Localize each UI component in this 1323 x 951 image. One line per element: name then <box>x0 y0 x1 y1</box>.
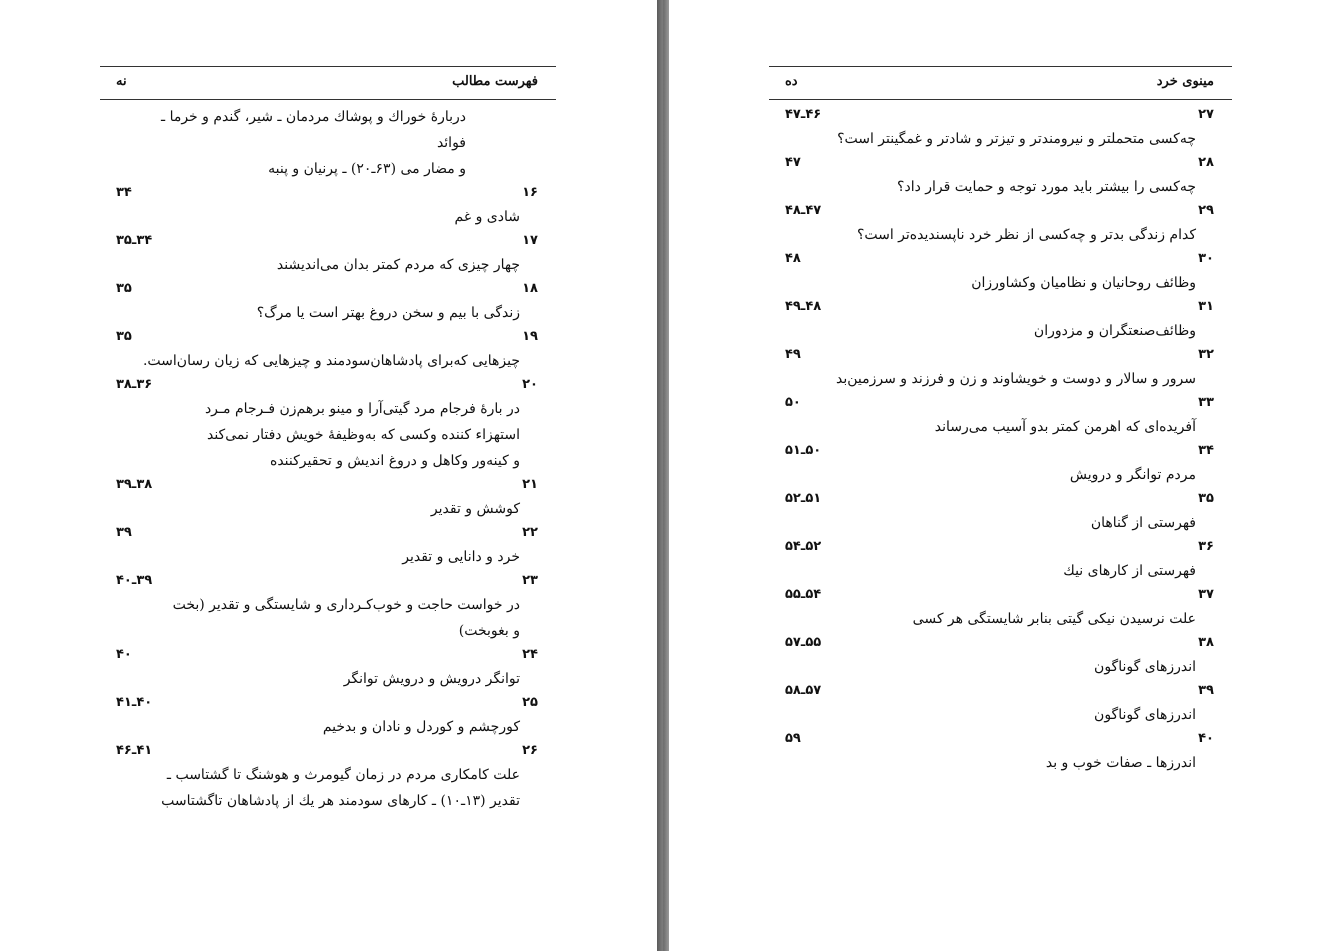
chapter-title <box>769 510 1232 536</box>
chapter-number: ۲۸ <box>1198 155 1214 170</box>
chapter-number: ۱۹ <box>522 329 538 344</box>
chapter-title-line: و بغوبخت) <box>458 623 520 639</box>
chapter-title <box>769 366 1232 392</box>
chapter-title-line: چهار چیزی که مردم کمتر بدان می‌اندیشند <box>276 257 520 273</box>
chapter-number: ۱۸ <box>522 281 538 296</box>
chapter-title <box>769 270 1232 296</box>
left-toc-list <box>100 104 556 814</box>
toc-entry <box>769 344 1232 392</box>
continued-text <box>100 104 556 182</box>
page-range: ۵۰ <box>785 395 801 410</box>
toc-entry-row <box>769 296 1232 318</box>
chapter-title-line: شادی و غم <box>454 209 520 225</box>
left-header-title: فهرست مطالب <box>452 74 538 89</box>
chapter-title <box>100 300 556 326</box>
chapter-title-line: علت کامکاری مردم در زمان گیومرث و هوشنگ تا گشتاسب ـ <box>166 767 520 783</box>
chapter-title <box>769 222 1232 248</box>
chapter-title-line: وظائف‌صنعتگران و مزدوران <box>1033 323 1196 339</box>
toc-entry-row <box>100 570 556 592</box>
chapter-title-line: چه‌کسی را بیشتر باید مورد توجه و حمایت قرار داد؟ <box>897 179 1196 195</box>
left-page <box>0 0 657 951</box>
chapter-title-line: وظائف روحانیان و نظامیان وکشاورزان <box>971 275 1196 291</box>
page-range: ۴۸ <box>785 251 801 266</box>
page-range: ۴۱ـ۴۶ <box>116 743 153 758</box>
page-range: ۴۰ <box>116 647 132 662</box>
page-range: ۳۵ <box>116 329 132 344</box>
chapter-number: ۲۰ <box>522 377 538 392</box>
chapter-title-line: زندگی با بیم و سخن دروغ بهتر است یا مرگ؟ <box>256 305 520 321</box>
toc-entry <box>769 392 1232 440</box>
chapter-title <box>100 666 556 692</box>
left-entries <box>100 182 556 814</box>
chapter-title <box>100 592 556 644</box>
toc-entry <box>100 278 556 326</box>
toc-entry <box>100 644 556 692</box>
page-range: ۴۷ <box>785 155 801 170</box>
page-range: ۵۴ـ۵۵ <box>785 587 822 602</box>
toc-entry <box>769 152 1232 200</box>
page-range: ۵۲ـ۵۴ <box>785 539 822 554</box>
toc-entry <box>100 692 556 740</box>
toc-entry-row <box>100 692 556 714</box>
right-entries <box>769 104 1232 776</box>
chapter-title-line: توانگر درویش و درویش توانگر <box>343 671 520 687</box>
page-range: ۴۹ <box>785 347 801 362</box>
toc-entry-row <box>769 584 1232 606</box>
chapter-title-line: کدام زندگی بدتر و چه‌کسی از نظر خرد ناپسندیده‌تر است؟ <box>856 227 1196 243</box>
chapter-title-line: مردم توانگر و درویش <box>1069 467 1196 483</box>
chapter-number: ۳۰ <box>1198 251 1214 266</box>
toc-entry-row <box>100 230 556 252</box>
right-page-header <box>769 66 1232 100</box>
toc-entry <box>769 632 1232 680</box>
chapter-title <box>100 396 556 474</box>
chapter-number: ۳۶ <box>1198 539 1214 554</box>
chapter-title-line: در خواست حاجت و خوب‌کـرداری و شایستگی و تقدیر (بخت <box>172 597 520 613</box>
toc-entry-row <box>100 474 556 496</box>
page-range: ۴۰ـ۴۱ <box>116 695 153 710</box>
left-header-page-number: نه <box>116 74 127 89</box>
chapter-title <box>100 544 556 570</box>
toc-entry <box>769 200 1232 248</box>
toc-entry-row <box>769 248 1232 270</box>
chapter-title-line: و کینه‌ور وکاهل و دروغ اندیش و تحقیرکننده <box>269 453 520 469</box>
chapter-title <box>769 318 1232 344</box>
chapter-title-line: علت نرسیدن نیکی گیتی بنابر شایستگی هر کسی <box>912 611 1196 627</box>
chapter-number: ۳۸ <box>1198 635 1214 650</box>
chapter-number: ۳۱ <box>1198 299 1214 314</box>
right-header-page-number: ده <box>785 74 798 89</box>
chapter-number: ۳۴ <box>1198 443 1214 458</box>
chapter-title <box>769 414 1232 440</box>
toc-entry <box>100 570 556 644</box>
chapter-title <box>769 174 1232 200</box>
page-range: ۴۸ـ۴۹ <box>785 299 822 314</box>
toc-entry-row <box>769 440 1232 462</box>
chapter-number: ۱۶ <box>522 185 538 200</box>
chapter-number: ۲۱ <box>522 477 538 492</box>
toc-entry-row <box>100 644 556 666</box>
chapter-title <box>100 762 556 814</box>
chapter-number: ۲۹ <box>1198 203 1214 218</box>
page-range: ۳۹ـ۴۰ <box>116 573 153 588</box>
chapter-title-line: کورچشم و کوردل و نادان و بدخیم <box>322 719 520 735</box>
toc-entry <box>100 182 556 230</box>
toc-entry-row <box>769 728 1232 750</box>
toc-entry <box>100 740 556 814</box>
chapter-title <box>100 252 556 278</box>
chapter-title-line: چه‌کسی متحملتر و نیرومندتر و تیزتر و شادتر و غمگینتر است؟ <box>837 131 1196 147</box>
toc-entry <box>100 326 556 374</box>
toc-entry-row <box>100 326 556 348</box>
toc-entry-row <box>100 182 556 204</box>
continued-line: دربارهٔ خوراك و پوشاك مردمان ـ شیر، گندم و خرما ـ فوائد <box>161 109 466 151</box>
chapter-title <box>769 126 1232 152</box>
toc-entry <box>769 680 1232 728</box>
right-header-title: مینوی خرد <box>1156 74 1214 89</box>
page-range: ۳۴ـ۳۵ <box>116 233 153 248</box>
toc-entry <box>769 488 1232 536</box>
chapter-title-line: استهزاء کننده وکسی که به‌وظیفهٔ خویش دفتار نمی‌کند <box>206 427 520 443</box>
toc-entry-row <box>769 392 1232 414</box>
page-range: ۳۵ <box>116 281 132 296</box>
toc-entry-row <box>769 152 1232 174</box>
chapter-number: ۲۶ <box>522 743 538 758</box>
toc-entry-row <box>769 344 1232 366</box>
chapter-number: ۴۰ <box>1198 731 1214 746</box>
chapter-number: ۲۵ <box>522 695 538 710</box>
toc-entry <box>769 248 1232 296</box>
chapter-title <box>100 714 556 740</box>
toc-entry-row <box>769 680 1232 702</box>
toc-entry <box>769 104 1232 152</box>
chapter-title-line: فهرستی از گناهان <box>1090 515 1196 531</box>
chapter-number: ۳۳ <box>1198 395 1214 410</box>
chapter-title-line: آفریده‌ای که اهرمن کمتر بدو آسیب می‌رساند <box>934 419 1196 435</box>
page-range: ۵۷ـ۵۸ <box>785 683 822 698</box>
chapter-title <box>100 348 556 374</box>
page-range: ۵۱ـ۵۲ <box>785 491 822 506</box>
chapter-title-line: در بارهٔ فرجام مرد گیتی‌آرا و مینو برهم‌زن فـرجام مـرد <box>204 401 520 417</box>
page-range: ۳۴ <box>116 185 132 200</box>
toc-entry <box>769 536 1232 584</box>
toc-entry-row <box>769 632 1232 654</box>
chapter-title-line: اندرزها ـ صفات خوب و بد <box>1045 755 1196 771</box>
toc-entry <box>769 584 1232 632</box>
chapter-title-line: اندرزهای گوناگون <box>1094 707 1196 723</box>
page-range: ۴۷ـ۴۸ <box>785 203 822 218</box>
chapter-title <box>769 462 1232 488</box>
toc-entry <box>100 374 556 474</box>
page-range: ۵۹ <box>785 731 801 746</box>
book-gutter <box>657 0 669 951</box>
chapter-title-line: سرور و سالار و دوست و خویشاوند و زن و فرزند و سرزمین‌بد <box>835 371 1196 387</box>
toc-entry <box>769 296 1232 344</box>
toc-entry-row <box>100 522 556 544</box>
chapter-title <box>100 496 556 522</box>
chapter-title <box>769 558 1232 584</box>
chapter-title-line: اندرزهای گوناگون <box>1094 659 1196 675</box>
toc-entry-row <box>769 536 1232 558</box>
chapter-title-line: تقدیر (۱۳ـ۱۰) ـ کارهای سودمند هر یك از پادشاهان تاگشتاسب <box>161 793 520 809</box>
chapter-number: ۲۷ <box>1198 107 1214 122</box>
chapter-number: ۳۷ <box>1198 587 1214 602</box>
chapter-title-line: فهرستی از کارهای نیك <box>1063 563 1196 579</box>
page-range: ۵۵ـ۵۷ <box>785 635 822 650</box>
toc-entry-row <box>100 740 556 762</box>
page-range: ۳۸ـ۳۹ <box>116 477 153 492</box>
toc-entry-row <box>769 104 1232 126</box>
chapter-number: ۱۷ <box>522 233 538 248</box>
toc-entry <box>100 474 556 522</box>
chapter-number: ۲۳ <box>522 573 538 588</box>
page-range: ۵۰ـ۵۱ <box>785 443 822 458</box>
toc-entry <box>769 728 1232 776</box>
chapter-number: ۳۵ <box>1198 491 1214 506</box>
chapter-title-line: کوشش و تقدیر <box>430 501 520 517</box>
chapter-number: ۲۴ <box>522 647 538 662</box>
toc-entry <box>100 230 556 278</box>
chapter-title <box>769 606 1232 632</box>
page-range: ۴۶ـ۴۷ <box>785 107 822 122</box>
chapter-title-line: خرد و دانایی و تقدیر <box>402 549 520 565</box>
chapter-number: ۳۹ <box>1198 683 1214 698</box>
continued-line: و مضار می (۶۳ـ۲۰) ـ پرنیان و پنبه <box>268 161 466 177</box>
chapter-title <box>100 204 556 230</box>
toc-entry <box>100 522 556 570</box>
toc-entry-row <box>100 374 556 396</box>
chapter-title <box>769 654 1232 680</box>
chapter-title <box>769 702 1232 728</box>
chapter-number: ۳۲ <box>1198 347 1214 362</box>
toc-entry-row <box>100 278 556 300</box>
chapter-title <box>769 750 1232 776</box>
toc-entry <box>769 440 1232 488</box>
page-range: ۳۶ـ۳۸ <box>116 377 153 392</box>
page-range: ۳۹ <box>116 525 132 540</box>
toc-entry-row <box>769 488 1232 510</box>
right-toc-list <box>769 104 1232 776</box>
chapter-number: ۲۲ <box>522 525 538 540</box>
left-page-header <box>100 66 556 100</box>
toc-entry-row <box>769 200 1232 222</box>
chapter-title-line: چیزهایی که‌برای پادشاهان‌سودمند و چیزهایی که زیان رسان‌است. <box>142 353 520 369</box>
